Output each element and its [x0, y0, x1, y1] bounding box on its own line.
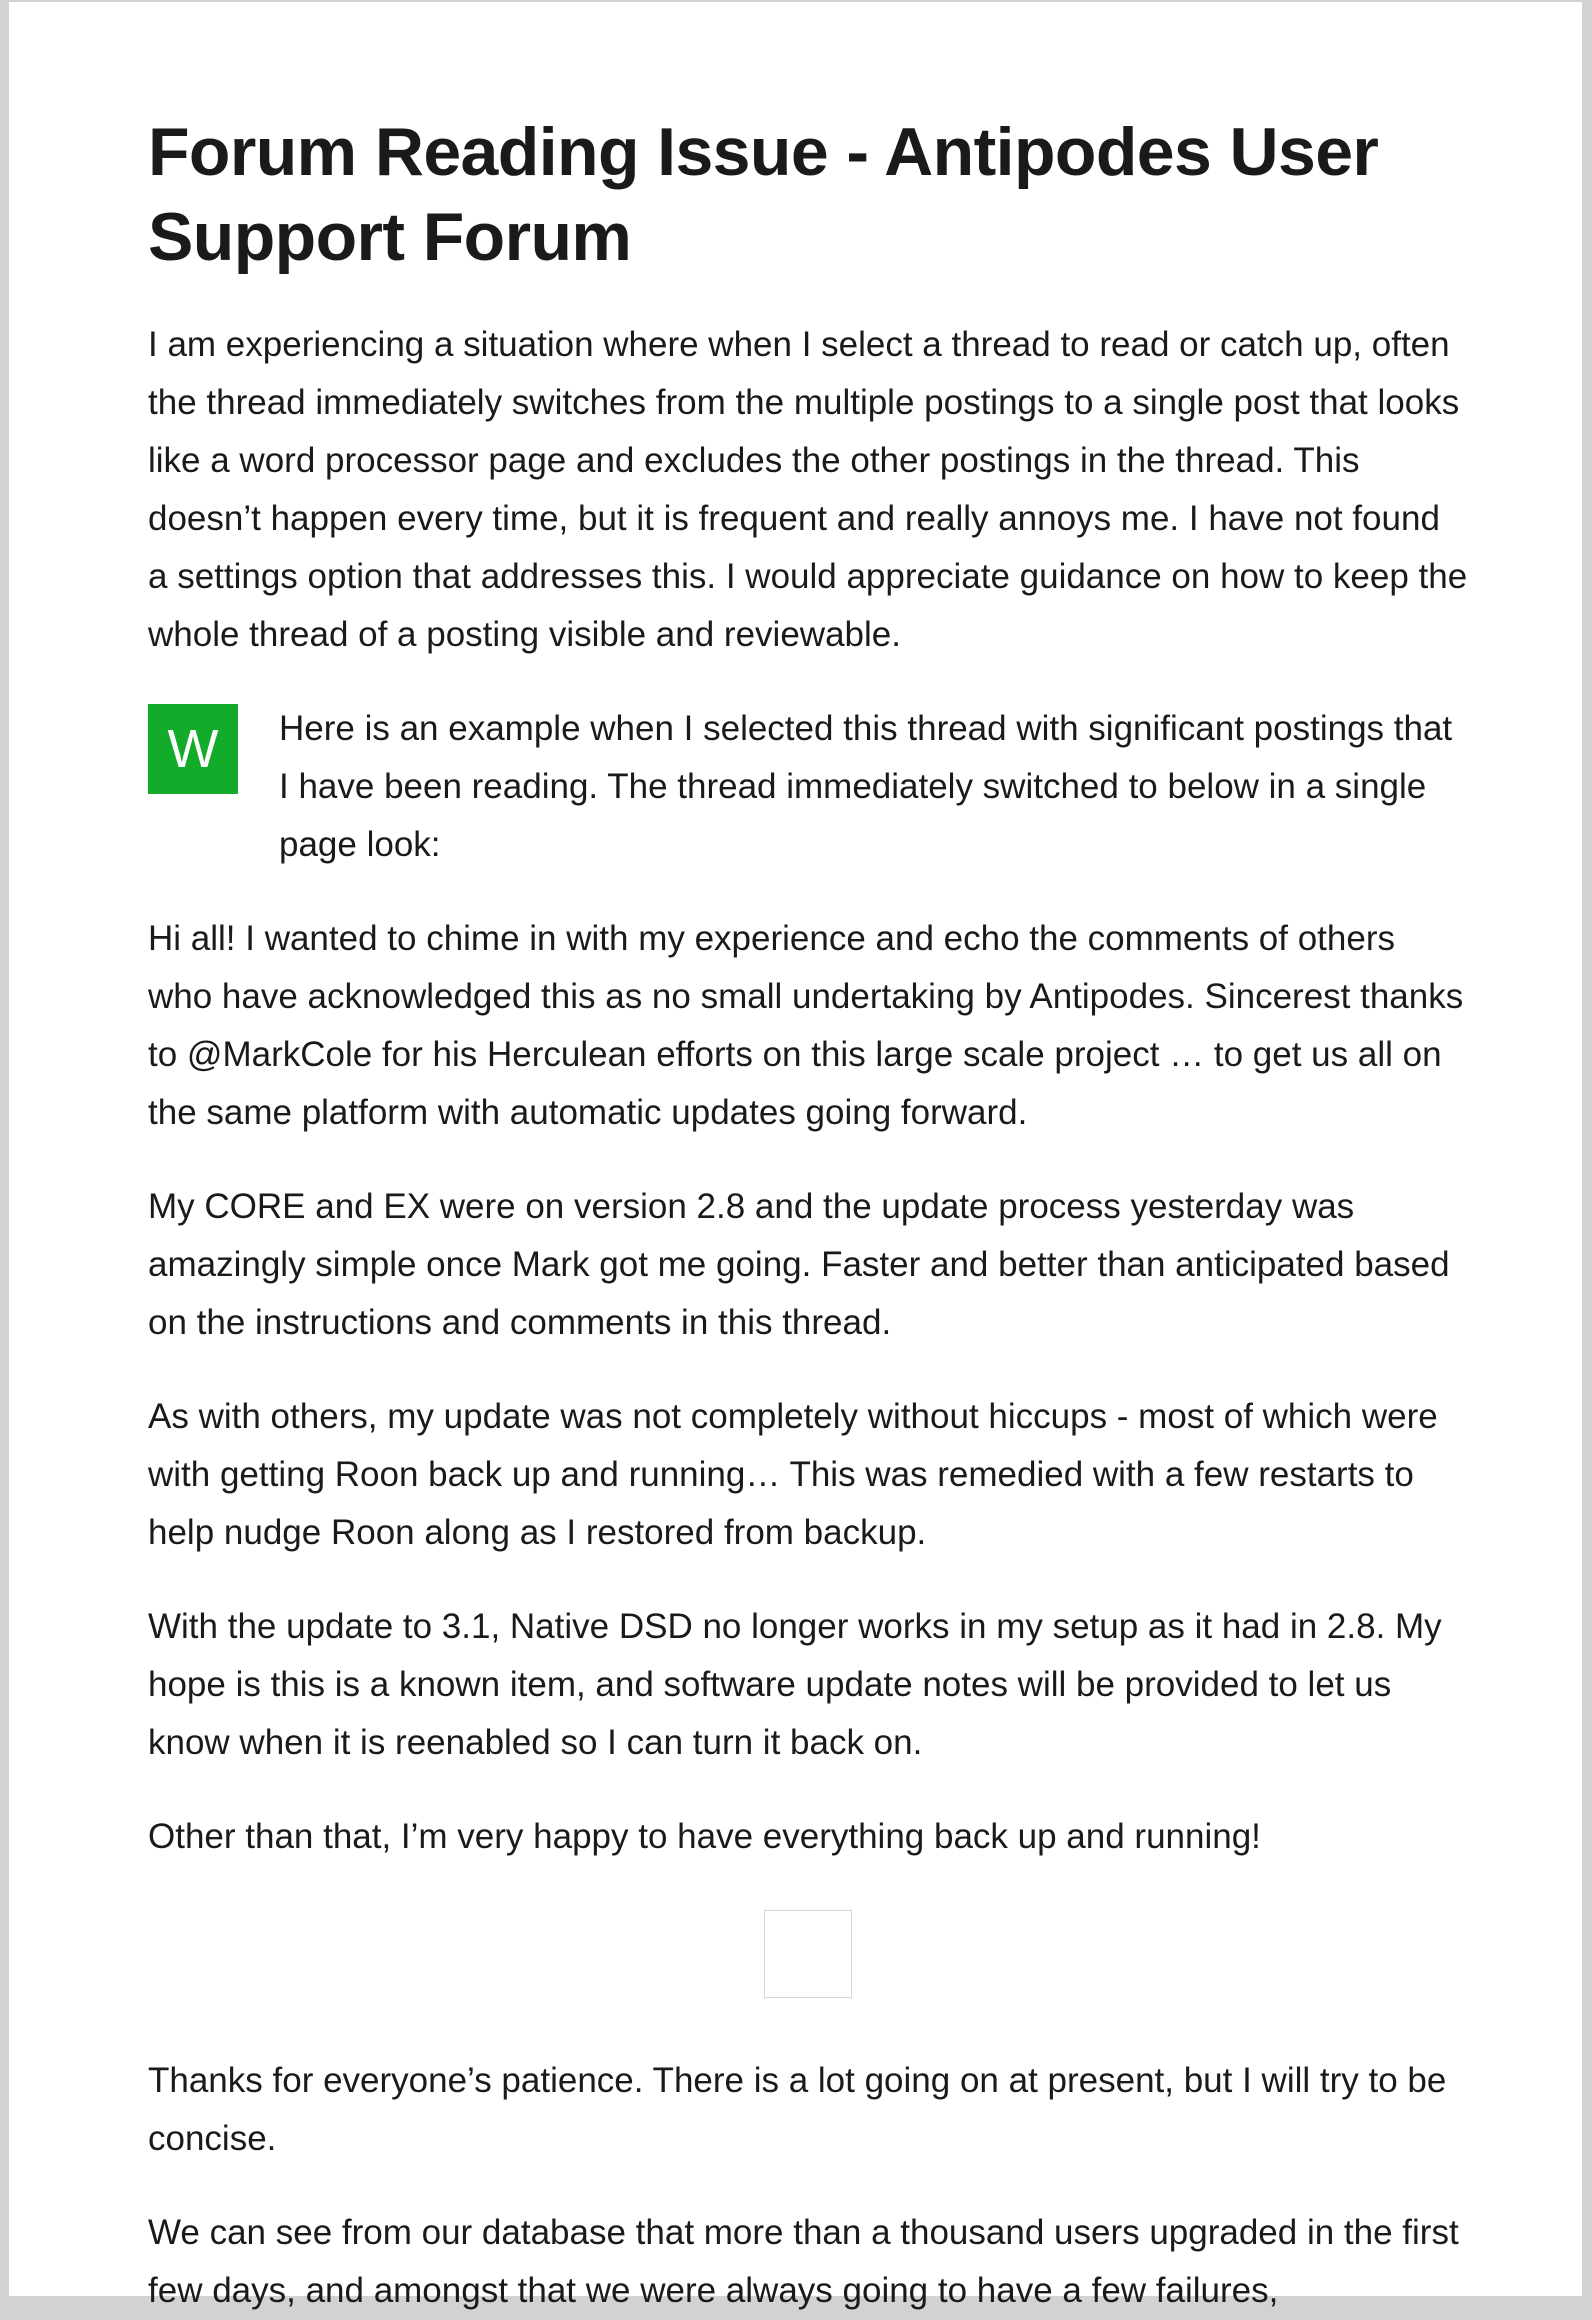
reply-post: [148, 700, 1468, 874]
reply-text: Here is an example when I selected this thread with significant postings that I have been reading. The thread immediately switched to below in a single page look:: [279, 709, 1453, 864]
article-content: [148, 110, 1468, 2320]
body-paragraph: Thanks for everyone’s patience. There is a lot going on at present, but I will try to be concise.: [148, 2061, 1447, 2158]
page-title: Forum Reading Issue - Antipodes User Support Forum: [148, 114, 1379, 275]
intro-paragraph: I am experiencing a situation where when I select a thread to read or catch up, often the thread immediately switches from the multiple postings to a single post that looks like a word processor page and excludes the other postings in the thread. This doesn’t happen every time, but it is frequent and really annoys me. I have not found a settings option that addresses this. I would appreciate guidance on how to keep the whole thread of a posting visible and reviewable.: [148, 325, 1468, 654]
avatar[interactable]: W: [148, 704, 238, 794]
image-placeholder: [764, 1910, 852, 1998]
quoted-paragraph: Hi all! I wanted to chime in with my experience and echo the comments of others who have acknowledged this as no small undertaking by Antipodes. Sincerest thanks to @MarkCole for his Herculean efforts on this large scale project … to get us all on the same platform with automatic updates going forward.: [148, 919, 1464, 1132]
quoted-paragraph: My CORE and EX were on version 2.8 and the update process yesterday was amazingly simple once Mark got me going. Faster and better than anticipated based on the instructions and comments in this thread.: [148, 1187, 1450, 1342]
reader-page: [9, 0, 1582, 2310]
quoted-paragraph: As with others, my update was not completely without hiccups - most of which were with getting Roon back up and running… This was remedied with a few restarts to help nudge Roon along as I restored from backup.: [148, 1397, 1438, 1552]
body-paragraph: We can see from our database that more than a thousand users upgraded in the first few days, and amongst that we were always going to have a few failures,: [148, 2213, 1459, 2310]
quoted-paragraph: Other than that, I’m very happy to have everything back up and running!: [148, 1817, 1261, 1856]
quoted-paragraph: With the update to 3.1, Native DSD no longer works in my setup as it had in 2.8. My hope is this is a known item, and software update notes will be provided to let us know when it is reenabled so I can turn it back on.: [148, 1607, 1442, 1762]
